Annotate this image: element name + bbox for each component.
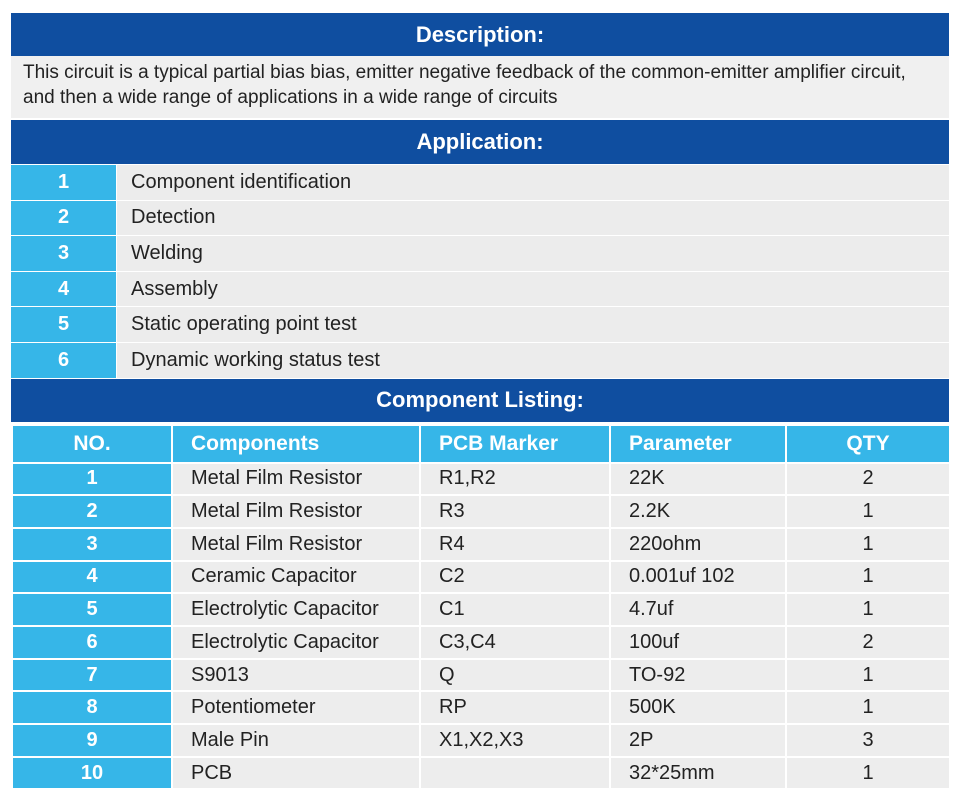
application-item [11,165,949,200]
cell-parameter: 220ohm [610,528,786,561]
cell-parameter: 0.001uf 102 [610,561,786,594]
table-row [12,593,950,626]
cell-pcb-marker [420,757,610,790]
application-list [11,165,949,378]
cell-parameter: 100uf [610,626,786,659]
component-table-header-row [12,425,950,463]
cell-no: 6 [12,626,172,659]
application-item-text: Assembly [117,272,949,307]
component-listing-header [11,379,949,422]
header-pcb-marker: PCB Marker [420,425,610,463]
cell-component: Ceramic Capacitor [172,561,420,594]
application-header [11,120,949,164]
component-listing-title: Component Listing: [376,387,584,413]
header-parameter: Parameter [610,425,786,463]
table-row [12,724,950,757]
cell-component: Metal Film Resistor [172,528,420,561]
application-item-text: Welding [117,236,949,271]
application-item-number: 6 [11,343,116,378]
header-no: NO. [12,425,172,463]
table-row [12,528,950,561]
cell-pcb-marker: C3,C4 [420,626,610,659]
application-item-text: Dynamic working status test [117,343,949,378]
table-row [12,691,950,724]
table-row [12,626,950,659]
application-item-number: 4 [11,272,116,307]
cell-component: Male Pin [172,724,420,757]
cell-qty: 1 [786,528,950,561]
application-item [11,272,949,307]
cell-no: 10 [12,757,172,790]
cell-no: 4 [12,561,172,594]
cell-parameter: TO-92 [610,659,786,692]
cell-parameter: 2P [610,724,786,757]
table-row [12,659,950,692]
description-title: Description: [415,21,545,47]
application-title: Application: [416,129,544,154]
application-item-number: 1 [11,165,116,200]
cell-component: Potentiometer [172,691,420,724]
cell-no: 2 [12,495,172,528]
table-row [12,495,950,528]
cell-no: 9 [12,724,172,757]
cell-qty: 1 [786,561,950,594]
component-table [11,424,951,791]
cell-qty: 1 [786,757,950,790]
cell-qty: 1 [786,495,950,528]
product-spec-sheet [11,13,949,790]
application-item [11,343,949,378]
table-row [12,561,950,594]
cell-parameter: 4.7uf [610,593,786,626]
application-item-number: 3 [11,236,116,271]
table-row [12,463,950,496]
cell-no: 3 [12,528,172,561]
application-item [11,307,949,342]
cell-qty: 1 [786,659,950,692]
cell-no: 1 [12,463,172,496]
header-components: Components [172,425,420,463]
cell-no: 7 [12,659,172,692]
cell-no: 8 [12,691,172,724]
cell-pcb-marker: Q [420,659,610,692]
cell-pcb-marker: R3 [420,495,610,528]
cell-component: Metal Film Resistor [172,463,420,496]
cell-pcb-marker: C2 [420,561,610,594]
cell-pcb-marker: C1 [420,593,610,626]
cell-no: 5 [12,593,172,626]
application-item-text: Component identification [117,165,949,200]
cell-component: Electrolytic Capacitor [172,626,420,659]
cell-qty: 2 [786,626,950,659]
cell-pcb-marker: R1,R2 [420,463,610,496]
header-qty: QTY [786,425,950,463]
cell-component: Metal Film Resistor [172,495,420,528]
application-item [11,201,949,236]
description-text: This circuit is a typical partial bias bias, emitter negative feedback of the common-emitter amplifier circuit, and then a wide range of applications in a wide range of circuits [11,56,949,118]
cell-pcb-marker: X1,X2,X3 [420,724,610,757]
application-item-text: Detection [117,201,949,236]
cell-parameter: 32*25mm [610,757,786,790]
cell-parameter: 22K [610,463,786,496]
cell-qty: 3 [786,724,950,757]
description-header [11,13,949,56]
cell-pcb-marker: R4 [420,528,610,561]
application-item-number: 2 [11,201,116,236]
cell-qty: 1 [786,691,950,724]
cell-component: Electrolytic Capacitor [172,593,420,626]
application-item-text: Static operating point test [117,307,949,342]
application-item [11,236,949,271]
table-row [12,757,950,790]
cell-pcb-marker: RP [420,691,610,724]
application-item-number: 5 [11,307,116,342]
cell-parameter: 500K [610,691,786,724]
cell-component: S9013 [172,659,420,692]
cell-qty: 2 [786,463,950,496]
cell-parameter: 2.2K [610,495,786,528]
cell-component: PCB [172,757,420,790]
cell-qty: 1 [786,593,950,626]
